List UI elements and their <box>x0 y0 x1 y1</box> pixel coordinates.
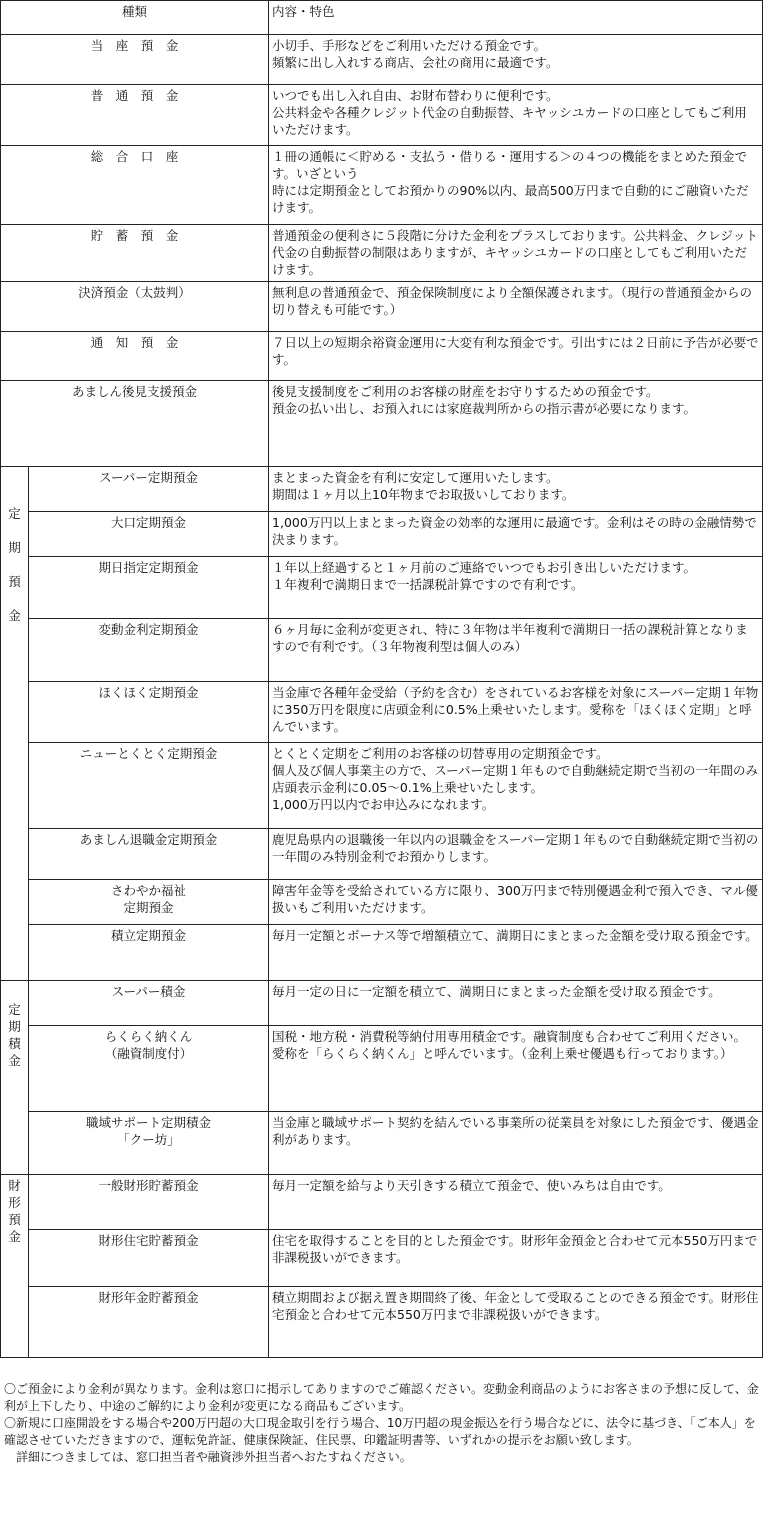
table-row <box>1 1287 763 1358</box>
table-row <box>1 1026 763 1112</box>
deposit-description: 鹿児島県内の退職後一年以内の退職金をスーパー定期１年もので自動継続定期で当初の一年間のみ特別金利でお預かりします。 <box>269 829 763 880</box>
deposit-name: らくらく納くん （融資制度付） <box>29 1026 269 1112</box>
deposit-name: あましん後見支援預金 <box>1 381 269 467</box>
table-row <box>1 1175 763 1230</box>
deposit-name: あましん退職金定期預金 <box>29 829 269 880</box>
deposit-name: 財形年金貯蓄預金 <box>29 1287 269 1358</box>
deposit-description: 当金庫で各種年金受給（予約を含む）をされているお客様を対象にスーパー定期１年物に350万円を限度に店頭金利に0.5%上乗せいたします。愛称を「ほくほく定期」と呼んでいます。 <box>269 682 763 743</box>
header-row <box>1 1 763 35</box>
table-row <box>1 981 763 1026</box>
deposit-name: 決済預金（太鼓判） <box>1 282 269 332</box>
deposit-name: ほくほく定期預金 <box>29 682 269 743</box>
table-row <box>1 85 763 146</box>
table-row <box>1 332 763 381</box>
deposit-description: 無利息の普通預金で、預金保険制度により全額保護されます。（現行の普通預金からの切り替えも可能です。） <box>269 282 763 332</box>
note-contact: 詳細につきましては、窓口担当者や融資渉外担当者へおたすねください。 <box>4 1450 412 1464</box>
deposit-name: 当 座 預 金 <box>1 35 269 85</box>
table-row <box>1 925 763 981</box>
table-row <box>1 35 763 85</box>
deposit-description: 国税・地方税・消費税等納付用専用積金です。融資制度も合わせてご利用ください。 愛称を「らくらく納くん」と呼んでいます。（金利上乗せ優遇も行っております。） <box>269 1026 763 1112</box>
table-row <box>1 557 763 619</box>
deposit-description: 毎月一定額を給与より天引きする積立て預金で、使いみちは自由です。 <box>269 1175 763 1230</box>
note-identity-verification: 〇新規に口座開設をする場合や200万円超の大口現金取引を行う場合、10万円超の現金振込を行う場合などに、法令に基づき、「ご本人」を確認させていただきますので、運転免許証、健康保険証、住民票、印鑑証明書等、いずれかの提示をお願い致します。 <box>4 1416 756 1447</box>
deposit-description: とくとく定期をご利用のお客様の切替専用の定期預金です。 個人及び個人事業主の方で、スーパー定期１年もので自動継続定期で当初の一年間のみ店頭表示金利に0.05～0.1%上乗せいたします。 1,000万円以内でお申込みになれます。 <box>269 743 763 829</box>
type-header: 種類 <box>1 1 269 35</box>
deposit-description: いつでも出し入れ自由、お財布替わりに便利です。 公共料金や各種クレジット代金の自動振替、キヤッシユカードの口座としてもご利用いただけます。 <box>269 85 763 146</box>
deposit-description: まとまった資金を有利に安定して運用いたします。 期間は１ヶ月以上10年物までお取扱いしております。 <box>269 467 763 512</box>
deposit-name: 普 通 預 金 <box>1 85 269 146</box>
table-row <box>1 225 763 282</box>
deposit-name: スーパー積金 <box>29 981 269 1026</box>
table-row <box>1 467 763 512</box>
deposit-name: スーパー定期預金 <box>29 467 269 512</box>
deposit-description: 後見支援制度をご利用のお客様の財産をお守りするための預金です。 預金の払い出し、お預入れには家庭裁判所からの指示書が必要になります。 <box>269 381 763 467</box>
group-label-time-deposit: 定 期 預 金 <box>1 467 29 981</box>
table-row <box>1 512 763 557</box>
deposit-name: 一般財形貯蓄預金 <box>29 1175 269 1230</box>
deposit-name: 変動金利定期預金 <box>29 619 269 682</box>
group-label-asset-formation: 財 形 預 金 <box>1 1175 29 1358</box>
table-row <box>1 381 763 467</box>
footnotes <box>4 1381 760 1466</box>
deposit-name: 積立定期預金 <box>29 925 269 981</box>
table-row <box>1 829 763 880</box>
deposit-name: 財形住宅貯蓄預金 <box>29 1230 269 1287</box>
deposit-description: 1,000万円以上まとまった資金の効率的な運用に最適です。金利はその時の金融情勢で決まります。 <box>269 512 763 557</box>
table-row <box>1 282 763 332</box>
deposit-name: 職域サポート定期積金 「クー坊」 <box>29 1112 269 1175</box>
deposit-description: 毎月一定の日に一定額を積立て、満期日にまとまった金額を受け取る預金です。 <box>269 981 763 1026</box>
deposit-name: 貯 蓄 預 金 <box>1 225 269 282</box>
deposit-name: 総 合 口 座 <box>1 146 269 225</box>
deposit-name: 期日指定定期預金 <box>29 557 269 619</box>
deposit-name: さわやか福祉 定期預金 <box>29 880 269 925</box>
deposit-description: 障害年金等を受給されている方に限り、300万円まで特別優遇金利で預入でき、マル優扱いもご利用いただけます。 <box>269 880 763 925</box>
deposit-name: 大口定期預金 <box>29 512 269 557</box>
deposit-description: 当金庫と職域サポート契約を結んでいる事業所の従業員を対象にした預金です、優遇金利があります。 <box>269 1112 763 1175</box>
note-interest-rates: 〇ご預金により金利が異なります。金利は窓口に掲示してありますのでご確認ください。変動金利商品のようにお客さまの予想に反して、金利が上下したり、中途のご解約により金利が変更になる商品もございます。 <box>4 1382 759 1413</box>
deposit-name: 通 知 預 金 <box>1 332 269 381</box>
deposit-name: ニューとくとく定期預金 <box>29 743 269 829</box>
group-label-installment-savings: 定 期 積 金 <box>1 981 29 1175</box>
deposit-description: 小切手、手形などをご利用いただける預金です。 頻繁に出し入れする商店、会社の商用に最適です。 <box>269 35 763 85</box>
deposit-description: 毎月一定額とボーナス等で増額積立て、満期日にまとまった金額を受け取る預金です。 <box>269 925 763 981</box>
deposit-description: ７日以上の短期余裕資金運用に大変有利な預金です。引出すには２日前に予告が必要です。 <box>269 332 763 381</box>
table-row <box>1 743 763 829</box>
deposit-description: 住宅を取得することを目的とした預金です。財形年金預金と合わせて元本550万円まで非課税扱いができます。 <box>269 1230 763 1287</box>
table-row <box>1 146 763 225</box>
table-row <box>1 880 763 925</box>
deposit-description: １年以上経過すると１ヶ月前のご連絡でいつでもお引き出しいただけます。 １年複利で満期日まで一括課税計算ですので有利です。 <box>269 557 763 619</box>
table-row <box>1 1230 763 1287</box>
deposit-description: 普通預金の便利さに５段階に分けた金利をプラスしております。公共料金、クレジット代金の自動振替の制限はありますが、キヤッシユカードの口座としてもご利用いただけます。 <box>269 225 763 282</box>
content-header: 内容・特色 <box>269 1 763 35</box>
table-row <box>1 682 763 743</box>
table-row <box>1 619 763 682</box>
deposit-description: 積立期間および据え置き期間終了後、年金として受取ることのできる預金です。財形住宅預金と合わせて元本550万円まで非課税扱いができます。 <box>269 1287 763 1358</box>
deposit-description: ６ヶ月毎に金利が変更され、特に３年物は半年複利で満期日一括の課税計算となりますので有利です。（３年物複利型は個人のみ） <box>269 619 763 682</box>
table-row <box>1 1112 763 1175</box>
deposit-description: １冊の通帳に＜貯める・支払う・借りる・運用する＞の４つの機能をまとめた預金です。いざという 時には定期預金としてお預かりの90%以内、最高500万円まで自動的にご融資いただけます。 <box>269 146 763 225</box>
